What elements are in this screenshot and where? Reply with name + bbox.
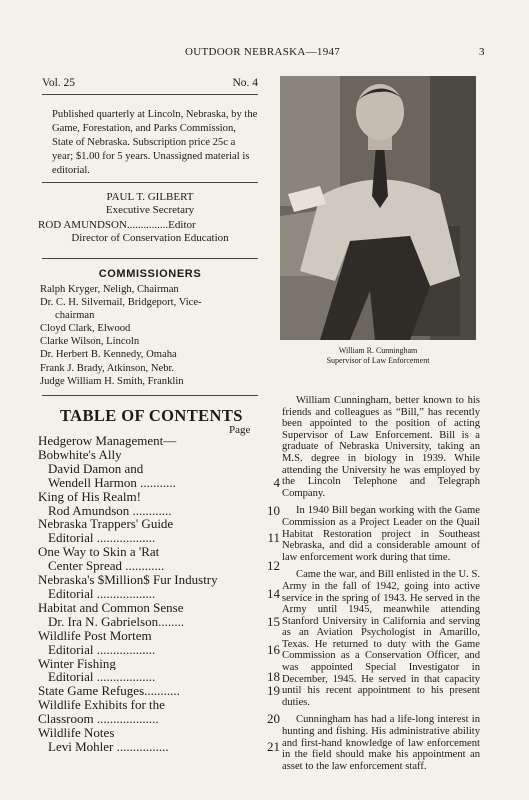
commissioner-line: Dr. Herbert B. Kennedy, Omaha — [40, 349, 177, 361]
toc-entry[interactable] — [38, 698, 280, 712]
toc-text: Winter Fishing — [38, 656, 116, 671]
photo-caption — [280, 346, 476, 366]
toc-entry[interactable] — [38, 684, 280, 698]
publication-note: Published quarterly at Lincoln, Nebraska, by the Game, Forestation, and Parks Commission, State of Nebraska. Subscription price 25c a year; $1.00 for 5 years. Unassigned material is editorial. — [52, 109, 258, 176]
editor-title-block — [42, 232, 258, 245]
toc-entry[interactable] — [38, 517, 280, 531]
executive-title: Executive Secretary — [105, 204, 195, 216]
article-paragraph: William Cunningham, better known to his friends and colleagues as “Bill,” has recently been appointed to the position of acting Supervisor of Law Enforcement. Bill is a graduate of Nebraska University, taking an M.S. degree in biology in 1939. While attending the University he was employed by the Lincoln Telephone and Telegraph Company. — [282, 395, 480, 499]
magazine-title: OUTDOOR NEBRASKA—1947 — [185, 46, 341, 58]
divider — [42, 258, 258, 259]
commissioner-line: Frank J. Brady, Atkinson, Nebr. — [40, 362, 175, 374]
toc-text: Wendell Harmon ........... — [48, 475, 176, 490]
toc-page-number: 21 — [267, 739, 280, 754]
toc-text: Levi Mohler ................ — [48, 739, 169, 754]
toc-entry[interactable] — [38, 462, 280, 476]
toc-entry[interactable] — [38, 615, 280, 629]
toc-text: One Way to Skin a 'Rat — [38, 545, 160, 560]
toc-entry[interactable] — [38, 476, 280, 490]
toc-entry[interactable] — [38, 434, 280, 448]
toc-page-number: 19 — [267, 684, 280, 699]
toc-text: Wildlife Post Mortem — [38, 628, 152, 643]
toc-text: Editorial .................. — [48, 531, 156, 546]
toc-text: David Damon and — [48, 461, 144, 476]
commissioners-heading: COMMISSIONERS — [98, 268, 202, 280]
editor-line — [38, 219, 258, 232]
caption-name: William R. Cunningham — [338, 346, 418, 355]
toc-heading: TABLE OF CONTENTS — [60, 406, 243, 425]
divider — [42, 395, 258, 396]
toc-text: Editorial .................. — [48, 670, 156, 685]
editor-name-line: ROD AMUNDSON...............Editor — [38, 219, 196, 231]
commissioner-line: Dr. C. H. Silvernail, Bridgeport, Vice- — [40, 297, 202, 309]
commissioner-line: chairman — [55, 310, 95, 322]
article-paragraph: In 1940 Bill began working with the Game Commission as a Project Leader on the Quail Habitat Restoration project in Southeast Nebraska, and did a considerable amount of law enforcement work during that time. — [282, 505, 480, 563]
executive-name: PAUL T. GILBERT — [106, 191, 194, 203]
commissioner-line: Judge William H. Smith, Franklin — [40, 375, 184, 387]
toc-page-number: 15 — [267, 614, 280, 629]
toc-page-number: 16 — [267, 642, 280, 657]
toc-text: Wildlife Notes — [38, 726, 115, 740]
toc-entry[interactable] — [38, 573, 280, 587]
toc-entry[interactable] — [38, 587, 280, 601]
toc-text: Habitat and Common Sense — [38, 600, 184, 615]
toc-entry[interactable] — [38, 670, 280, 684]
toc-entry[interactable] — [38, 643, 280, 657]
toc-text: Nebraska's $Million$ Fur Industry — [38, 573, 218, 587]
table-of-contents — [38, 434, 280, 754]
toc-page-label: Page — [229, 424, 251, 436]
toc-text: Classroom ................... — [38, 712, 159, 727]
executive-block — [42, 191, 258, 217]
toc-page-number: 12 — [267, 559, 280, 574]
toc-entry[interactable] — [38, 726, 280, 740]
toc-entry[interactable] — [38, 712, 280, 726]
toc-page-number: 14 — [267, 586, 280, 601]
issue-number: No. 4 — [232, 77, 258, 89]
toc-entry[interactable] — [38, 490, 280, 504]
volume-label: Vol. 25 — [42, 77, 76, 89]
toc-entry[interactable] — [38, 545, 280, 559]
portrait-photo — [280, 76, 476, 340]
toc-entry[interactable] — [38, 559, 280, 573]
divider — [42, 94, 258, 95]
commissioners-list — [40, 283, 262, 388]
toc-text: Editorial .................. — [48, 586, 156, 601]
toc-text: Bobwhite's Ally — [38, 447, 122, 462]
toc-entry[interactable] — [38, 740, 280, 754]
toc-entry[interactable] — [38, 657, 280, 671]
article-paragraph: Came the war, and Bill enlisted in the U. S. Army in the fall of 1942, going into active service in the spring of 1943. He served in the Army until 1945, meanwhile attending Stanford University in California and serving as an Aviation Psychologist in Amarillo, Texas. He returned to duty with the Game Commission as a Conservation Officer, and was appointed Special Investigator in December, 1945. He served in that capacity until his recent appointment to his present duties. — [282, 569, 480, 708]
toc-entry[interactable] — [38, 531, 280, 545]
toc-text: Wildlife Exhibits for the — [38, 698, 165, 713]
toc-text: Center Spread ............ — [48, 559, 165, 574]
toc-text: King of His Realm! — [38, 489, 141, 504]
divider — [42, 182, 258, 183]
editor-title: Director of Conservation Education — [71, 232, 229, 244]
toc-text: Rod Amundson ............ — [48, 503, 172, 518]
toc-text: Nebraska Trappers' Guide — [38, 517, 174, 532]
toc-page-number: 18 — [267, 670, 280, 685]
toc-entry[interactable] — [38, 601, 280, 615]
caption-title: Supervisor of Law Enforcement — [326, 356, 430, 365]
toc-text: Editorial .................. — [48, 642, 156, 657]
toc-entry[interactable] — [38, 629, 280, 643]
page-number: 3 — [479, 46, 485, 58]
toc-text: State Game Refuges........... — [38, 684, 180, 699]
toc-page-number: 10 — [267, 503, 280, 518]
commissioner-line: Ralph Kryger, Neligh, Chairman — [40, 284, 179, 295]
toc-page-number: 4 — [273, 475, 280, 490]
toc-entry[interactable] — [38, 504, 280, 518]
toc-text: Dr. Ira N. Gabrielson........ — [48, 614, 185, 629]
article-paragraph: Cunningham has had a life-long interest in hunting and fishing. His administrative ability and first-hand knowledge of law enforcement in the field should make his appointment an asset to the law enforcement staff. — [282, 714, 480, 772]
volume-line — [42, 77, 258, 89]
portrait-illustration — [280, 76, 476, 340]
toc-page-number: 20 — [267, 712, 280, 727]
article-body — [282, 395, 480, 778]
toc-entry[interactable] — [38, 448, 280, 462]
toc-page-number: 11 — [267, 531, 280, 546]
commissioner-line: Clarke Wilson, Lincoln — [40, 336, 140, 348]
toc-text: Hedgerow Management— — [38, 434, 177, 448]
commissioner-line: Cloyd Clark, Elwood — [40, 323, 131, 335]
